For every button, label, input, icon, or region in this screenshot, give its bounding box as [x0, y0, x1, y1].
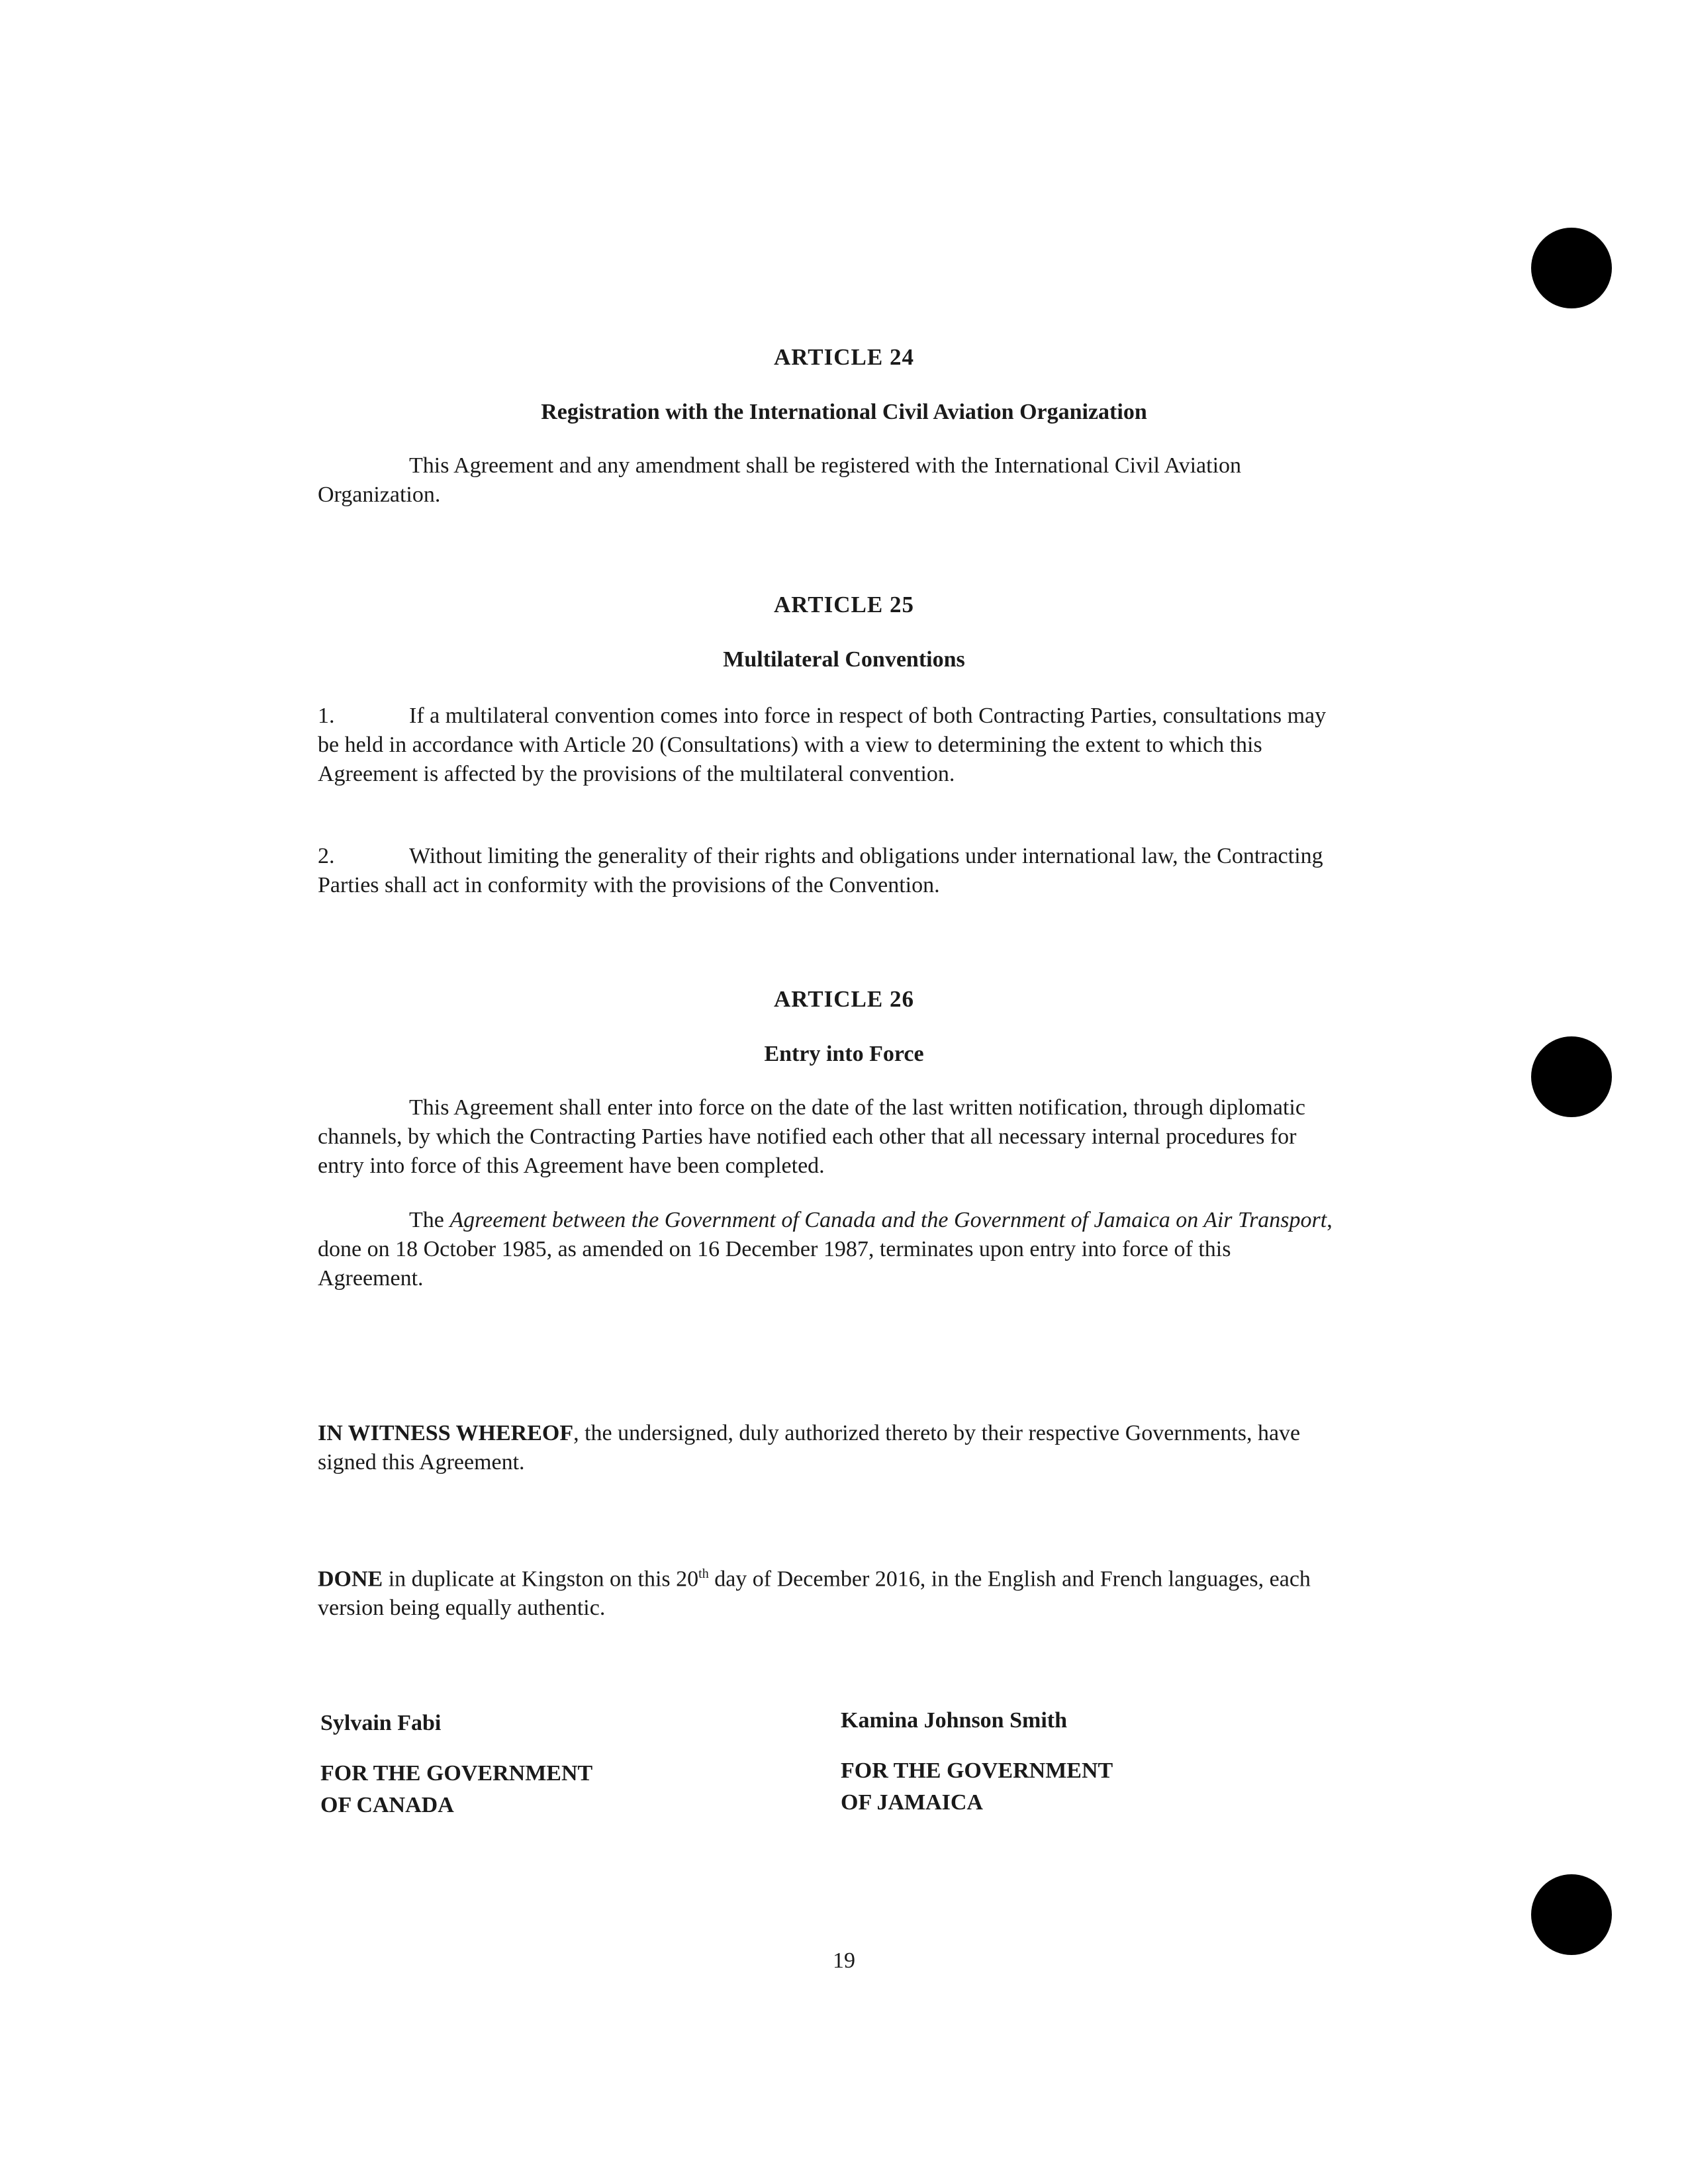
done-lead: DONE — [318, 1567, 383, 1592]
punch-hole-top — [1531, 228, 1612, 308]
done-text-after: day of December 2016, in the English and French languages, each version being equally authentic. — [318, 1567, 1311, 1621]
signatory-line2-jamaica: OF JAMAICA — [841, 1790, 983, 1815]
witness-lead: IN WITNESS WHEREOF — [318, 1421, 574, 1445]
article-25-item-1 — [318, 702, 1337, 789]
article-25-item-2 — [318, 842, 1337, 900]
article-26-title: Entry into Force — [764, 1042, 924, 1066]
page-number: 19 — [833, 1948, 855, 1973]
article-26-heading: ARTICLE 26 — [773, 986, 914, 1012]
article-26-paragraph-1 — [318, 1093, 1337, 1181]
signatory-line1-jamaica: FOR THE GOVERNMENT — [841, 1758, 1113, 1783]
signatory-line2-canada: OF CANADA — [320, 1793, 454, 1817]
article-24-heading: ARTICLE 24 — [773, 344, 914, 370]
article-26-paragraph-2-prefix: The — [409, 1208, 450, 1232]
article-25-item-1-text: If a multilateral convention comes into force in respect of both Contracting Parties, consultations may be held in accordance with Article 20 (Consultations) with a view to determining the extent to which this Agreement is affected by the provisions of the multilateral convention. — [318, 704, 1327, 786]
article-24-paragraph-text: This Agreement and any amendment shall be registered with the International Civil Aviation Organization. — [318, 453, 1242, 507]
done-superscript: th — [698, 1567, 709, 1581]
signatory-line1-canada: FOR THE GOVERNMENT — [320, 1761, 593, 1786]
signatory-name-canada: Sylvain Fabi — [320, 1711, 442, 1735]
witness-clause — [318, 1419, 1337, 1477]
article-26-paragraph-2 — [318, 1206, 1337, 1293]
punch-hole-bottom — [1531, 1874, 1612, 1955]
article-26-paragraph-2-italic: Agreement between the Government of Canada and the Government of Jamaica on Air Transport — [449, 1208, 1327, 1232]
article-25-item-2-text: Without limiting the generality of their rights and obligations under international law, the Contracting Parties shall act in conformity with the provisions of the Convention. — [318, 844, 1323, 897]
article-26-paragraph-1-text: This Agreement shall enter into force on the date of the last written notification, through diplomatic channels, by which the Contracting Parties have notified each other that all necessary internal procedures for entry into force of this Agreement have been completed. — [318, 1095, 1305, 1178]
article-25-item-2-number: 2. — [318, 844, 335, 868]
article-25-title: Multilateral Conventions — [723, 647, 965, 672]
done-clause — [318, 1559, 1337, 1623]
article-25-item-1-number: 1. — [318, 704, 335, 728]
article-24-title: Registration with the International Civil Aviation Organization — [541, 400, 1147, 424]
article-24-paragraph — [318, 451, 1337, 510]
witness-text: , the undersigned, duly authorized thereto by their respective Governments, have signed this Agreement. — [318, 1421, 1301, 1475]
article-26-paragraph-2-suffix: , done on 18 October 1985, as amended on 16 December 1987, terminates upon entry into force of this Agreement. — [318, 1208, 1333, 1291]
done-text-before: in duplicate at Kingston on this 20 — [383, 1567, 699, 1592]
article-25-heading: ARTICLE 25 — [773, 592, 914, 617]
signatory-name-jamaica: Kamina Johnson Smith — [841, 1708, 1067, 1733]
